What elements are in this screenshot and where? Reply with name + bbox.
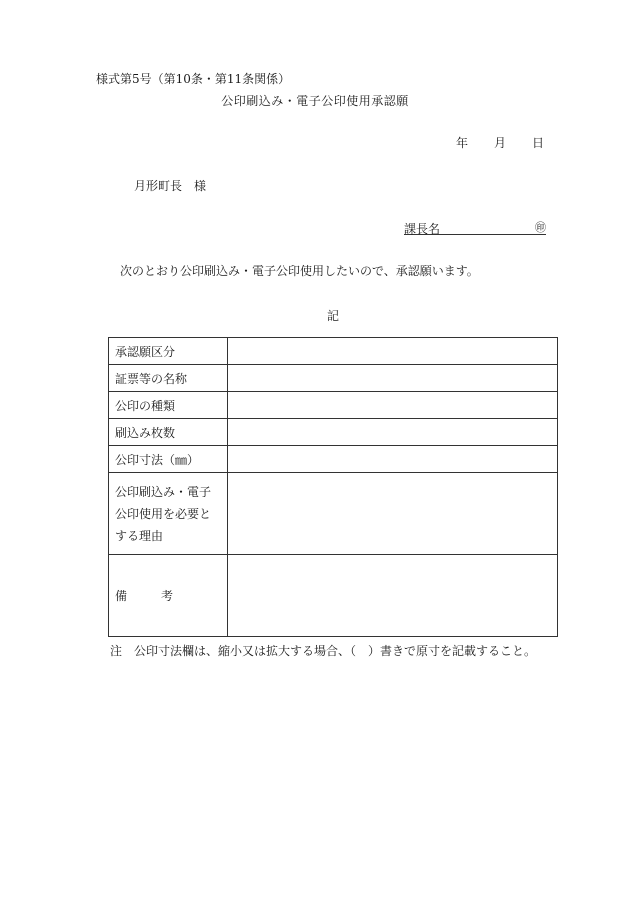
remarks-field[interactable]	[228, 555, 558, 637]
applicant-label: 課長名	[404, 222, 441, 236]
row-value-field[interactable]	[228, 446, 558, 473]
row-label: 承認願区分	[109, 338, 228, 365]
remarks-label-left: 備	[115, 589, 128, 603]
row-value-field[interactable]	[228, 392, 558, 419]
table-row	[109, 446, 558, 473]
table-row	[109, 338, 558, 365]
row-label: 公印の種類	[109, 392, 228, 419]
table-row	[109, 392, 558, 419]
row-value-field[interactable]	[228, 419, 558, 446]
recipient-honorific: 様	[194, 179, 207, 193]
remarks-row	[109, 555, 558, 637]
intro-text: 次のとおり公印刷込み・電子公印使用したいので、承認願います。	[120, 264, 479, 278]
row-value-field[interactable]	[228, 365, 558, 392]
row-value-field[interactable]	[228, 473, 558, 555]
row-label: 公印寸法（㎜）	[109, 446, 228, 473]
seal-mark: ㊞	[535, 221, 546, 234]
recipient-name: 月形町長	[134, 179, 183, 193]
row-label: 証票等の名称	[109, 365, 228, 392]
recipient	[134, 177, 206, 194]
form-number: 様式第5号（第10条・第11条関係）	[96, 72, 291, 86]
row-label: 公印刷込み・電子公印使用を必要とする理由	[109, 473, 228, 555]
table-row	[109, 473, 558, 555]
footnote: 注 公印寸法欄は、縮小又は拡大する場合、（ ）書きで原寸を記載すること。	[110, 644, 537, 658]
date-year-label: 年	[455, 136, 468, 150]
row-value-field[interactable]	[228, 338, 558, 365]
date-day-label: 日	[531, 136, 544, 150]
ki-heading: 記	[326, 309, 339, 323]
document-title: 公印刷込み・電子公印使用承認願	[221, 94, 409, 108]
application-table	[108, 337, 558, 637]
table-row	[109, 365, 558, 392]
date-line	[456, 134, 544, 151]
table-row	[109, 419, 558, 446]
row-label: 刷込み枚数	[109, 419, 228, 446]
remarks-label-right: 考	[161, 589, 174, 603]
date-month-label: 月	[493, 136, 506, 150]
remarks-label	[109, 555, 228, 637]
applicant-signature-line	[404, 220, 546, 235]
